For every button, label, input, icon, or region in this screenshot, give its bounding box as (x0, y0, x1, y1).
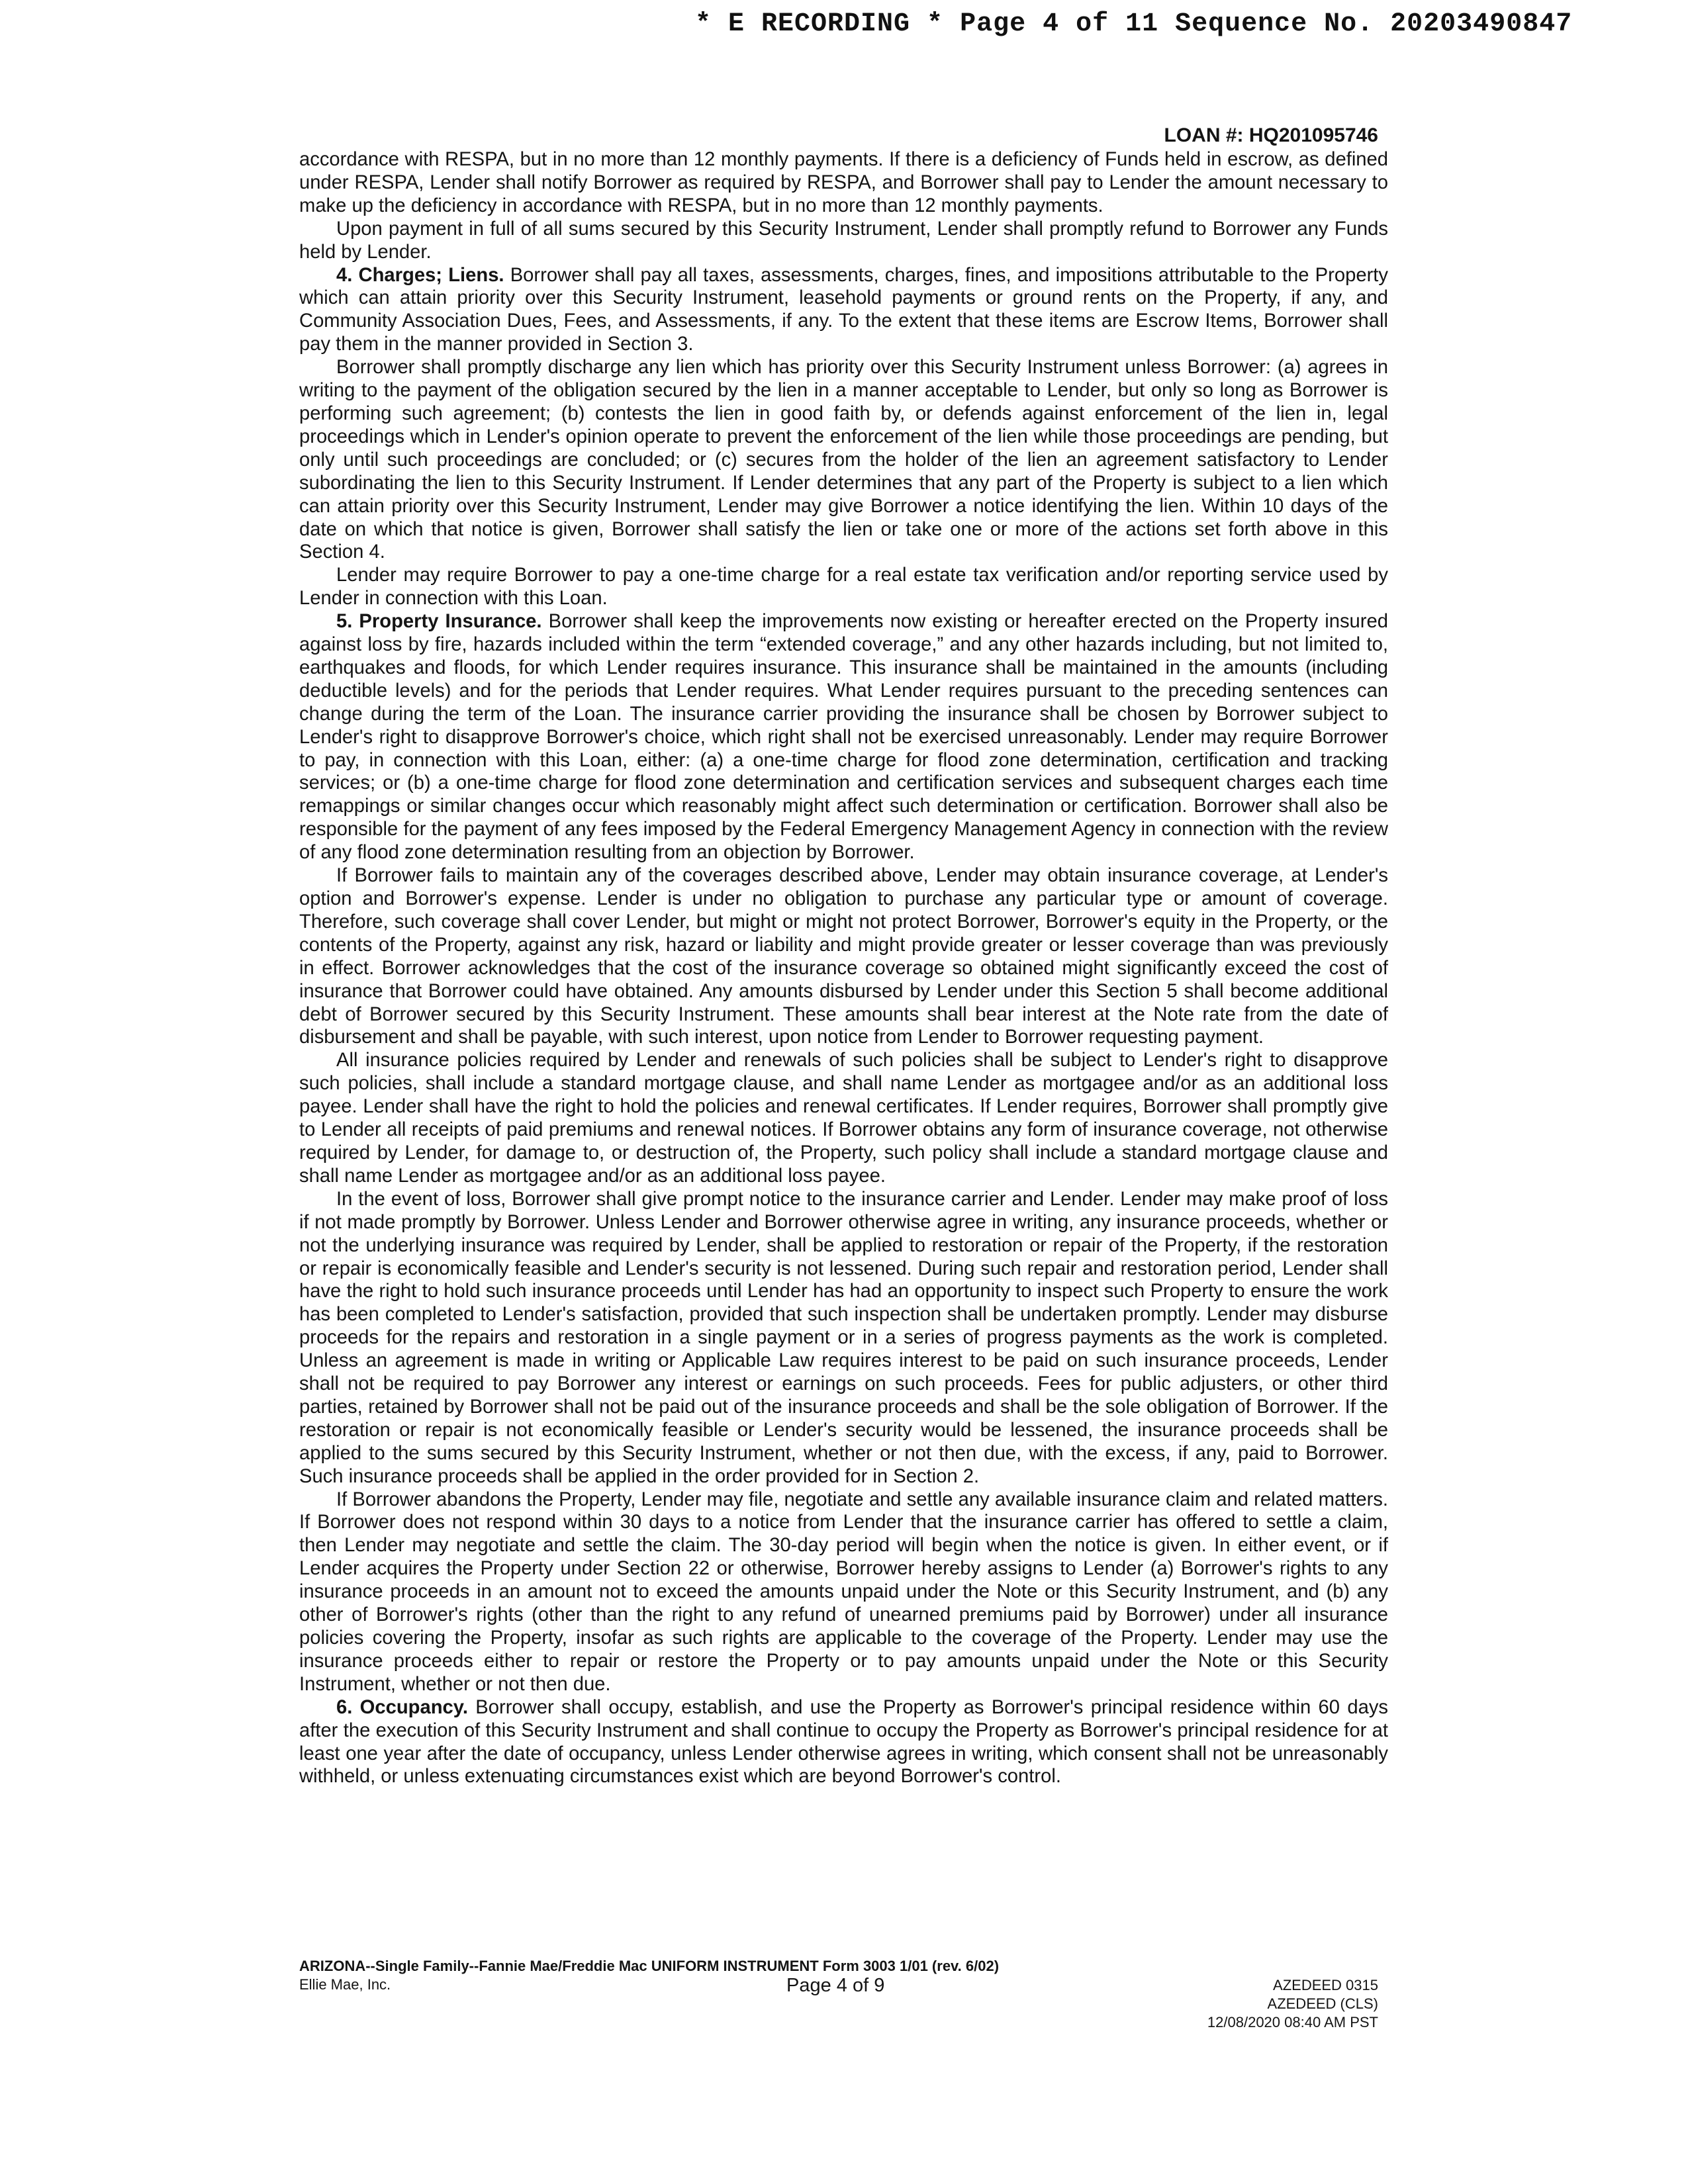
paragraph-lien-discharge (299, 356, 1388, 564)
paragraph-text: In the event of loss, Borrower shall give prompt notice to the insurance carrier and Lender. Lender may make proof of loss if not made promptly by Borrower. Unless Lender and Borrower otherwise agree in writing, any insurance proceeds, whether or not the underlying insurance was required by Lender, shall be applied to restoration or repair of the Property, if the restoration or repair is economically feasible and Lender's security is not lessened. During such repair and restoration period, Lender shall have the right to hold such insurance proceeds until Lender has had an opportunity to inspect such Property to ensure the work has been completed to Lender's satisfaction, provided that such inspection shall be undertaken promptly. Lender may disburse proceeds for the repairs and restoration in a single payment or in a series of progress payments as the work is completed. Unless an agreement is made in writing or Applicable Law requires interest to be paid on such insurance proceeds, Lender shall not be required to pay Borrower any interest or earnings on such proceeds. Fees for public adjusters, or other third parties, retained by Borrower shall not be paid out of the insurance proceeds and shall be the sole obligation of Borrower. If the restoration or repair is not economically feasible or Lender's security would be lessened, the insurance proceeds shall be applied to the sums secured by this Security Instrument, whether or not then due, with the excess, if any, paid to Borrower. Such insurance proceeds shall be applied in the order provided for in Section 2. (299, 1188, 1388, 1487)
document-body (299, 148, 1388, 1788)
section-heading: 4. Charges; Liens. (336, 264, 504, 286)
paragraph-text: Upon payment in full of all sums secured by this Security Instrument, Lender shall promptly refund to Borrower any Funds held by Lender. (299, 218, 1388, 263)
paragraph-tax-verification (299, 564, 1388, 610)
paragraph-abandonment (299, 1488, 1388, 1696)
paragraph-text: Borrower shall pay all taxes, assessments, charges, fines, and impositions attributable to the Property which can attain priority over this Security Instrument, leasehold payments or ground rents on the Property, if any, and Community Association Dues, Fees, and Assessments, if any. To the extent that these items are Escrow Items, Borrower shall pay them in the manner provided in Section 3. (299, 264, 1388, 355)
footer-form-code: AZEDEED 0315 (1273, 1977, 1378, 1993)
paragraph-text: Lender may require Borrower to pay a one-time charge for a real estate tax verification and/or reporting service used by Lender in connection with this Loan. (299, 565, 1388, 610)
section-heading: 5. Property Insurance. (336, 611, 542, 633)
footer-form-title: ARIZONA--Single Family--Fannie Mae/Freddie Mac UNIFORM INSTRUMENT Form 3003 1/01 (rev. 6/02) (299, 1958, 1000, 1974)
footer-timestamp: 12/08/2020 08:40 AM PST (1207, 2014, 1378, 2030)
loan-number: LOAN #: HQ201095746 (1164, 124, 1378, 146)
paragraph-text: All insurance policies required by Lender and renewals of such policies shall be subject to Lender's right to disapprove such policies, shall include a standard mortgage clause, and shall name Lender as mortgagee and/or as an additional loss payee. Lender shall have the right to hold the policies and renewal certificates. If Lender requires, Borrower shall promptly give to Lender all receipts of paid premiums and renewal notices. If Borrower obtains any form of insurance coverage, not otherwise required by Lender, for damage to, or destruction of, the Property, such policy shall include a standard mortgage clause and shall name Lender as mortgagee and/or as an additional loss payee. (299, 1050, 1388, 1187)
section-6-occupancy (299, 1696, 1388, 1789)
footer-document-codes (1207, 1976, 1378, 2032)
paragraph-text: If Borrower abandons the Property, Lender may file, negotiate and settle any available insurance claim and related matters. If Borrower does not respond within 30 days to a notice from Lender that the insurance carrier has offered to settle a claim, then Lender may negotiate and settle the claim. The 30-day period will begin when the notice is given. In either event, or if Lender acquires the Property under Section 22 or otherwise, Borrower hereby assigns to Lender (a) Borrower's rights to any insurance proceeds in an amount not to exceed the amounts unpaid under the Note or this Security Instrument, and (b) any other of Borrower's rights (other than the right to any refund of unearned premiums paid by Borrower) under all insurance policies covering the Property, insofar as such rights are applicable to the coverage of the Property. Lender may use the insurance proceeds either to repair or restore the Property or to pay amounts unpaid under the Note or this Security Instrument, whether or not then due. (299, 1488, 1388, 1695)
paragraph-coverage-failure (299, 864, 1388, 1049)
paragraph-insurance-policies (299, 1049, 1388, 1187)
footer-form-code-cls: AZEDEED (CLS) (1267, 1995, 1378, 2012)
paragraph-event-of-loss (299, 1188, 1388, 1488)
paragraph-text: accordance with RESPA, but in no more than 12 monthly payments. If there is a deficiency of Funds held in escrow, as defined under RESPA, Lender shall notify Borrower as required by RESPA, and Borrower shall pay to Lender the amount necessary to make up the deficiency in accordance with RESPA, but in no more than 12 monthly payments. (299, 149, 1388, 216)
section-heading: 6. Occupancy. (336, 1696, 468, 1718)
paragraph-text: Borrower shall promptly discharge any lien which has priority over this Security Instrument unless Borrower: (a) agrees in writing to the payment of the obligation secured by the lien in a manner acceptable to Lender, but only so long as Borrower is performing such agreement; (b) contests the lien in good faith by, or defends against enforcement of the lien in, legal proceedings which in Lender's opinion operate to prevent the enforcement of the lien while those proceedings are pending, but only until such proceedings are concluded; or (c) secures from the holder of the lien an agreement satisfactory to Lender subordinating the lien to this Security Instrument. If Lender determines that any part of the Property is subject to a lien which can attain priority over this Security Instrument, Lender may give Borrower a notice identifying the lien. Within 10 days of the date on which that notice is given, Borrower shall satisfy the lien or take one or more of the actions set forth above in this Section 4. (299, 357, 1388, 563)
paragraph-escrow-deficiency (299, 148, 1388, 218)
footer-page-number: Page 4 of 9 (786, 1975, 885, 1996)
paragraph-text: Borrower shall occupy, establish, and use the Property as Borrower's principal residence within 60 days after the execution of this Security Instrument and shall continue to occupy the Property as Borrower's principal residence for at least one year after the date of occupancy, unless Lender otherwise agrees in writing, which consent shall not be unreasonably withheld, or unless extenuating circumstances exist which are beyond Borrower's control. (299, 1696, 1389, 1788)
section-5-property-insurance (299, 610, 1388, 864)
paragraph-refund (299, 218, 1388, 264)
paragraph-text: If Borrower fails to maintain any of the coverages described above, Lender may obtain insurance coverage, at Lender's option and Borrower's expense. Lender is under no obligation to purchase any particular type or amount of coverage. Therefore, such coverage shall cover Lender, but might or might not protect Borrower, Borrower's equity in the Property, or the contents of the Property, against any risk, hazard or liability and might provide greater or lesser coverage than was previously in effect. Borrower acknowledges that the cost of the insurance coverage so obtained might significantly exceed the cost of insurance that Borrower could have obtained. Any amounts disbursed by Lender under this Section 5 shall become additional debt of Borrower secured by this Security Instrument. These amounts shall bear interest at the Note rate from the date of disbursement and shall be payable, with such interest, upon notice from Lender to Borrower requesting payment. (299, 865, 1388, 1048)
paragraph-text: Borrower shall keep the improvements now existing or hereafter erected on the Property insured against loss by fire, hazards included within the term “extended coverage,” and any other hazards including, but not limited to, earthquakes and floods, for which Lender requires insurance. This insurance shall be maintained in the amounts (including deductible levels) and for the periods that Lender requires. What Lender requires pursuant to the preceding sentences can change during the term of the Loan. The insurance carrier providing the insurance shall be chosen by Borrower subject to Lender's right to disapprove Borrower's choice, which right shall not be exercised unreasonably. Lender may require Borrower to pay, in connection with this Loan, either: (a) a one-time charge for flood zone determination, certification and tracking services; or (b) a one-time charge for flood zone determination and certification services and subsequent charges each time remappings or similar changes occur which reasonably might affect such determination or certification. Borrower shall also be responsible for the payment of any fees imposed by the Federal Emergency Management Agency in connection with the review of any flood zone determination resulting from an objection by Borrower. (299, 611, 1388, 864)
section-4-charges-liens (299, 264, 1388, 357)
recording-stamp: * E RECORDING * Page 4 of 11 Sequence No. 20203490847 (695, 9, 1573, 39)
footer-company: Ellie Mae, Inc. (299, 1976, 391, 1993)
